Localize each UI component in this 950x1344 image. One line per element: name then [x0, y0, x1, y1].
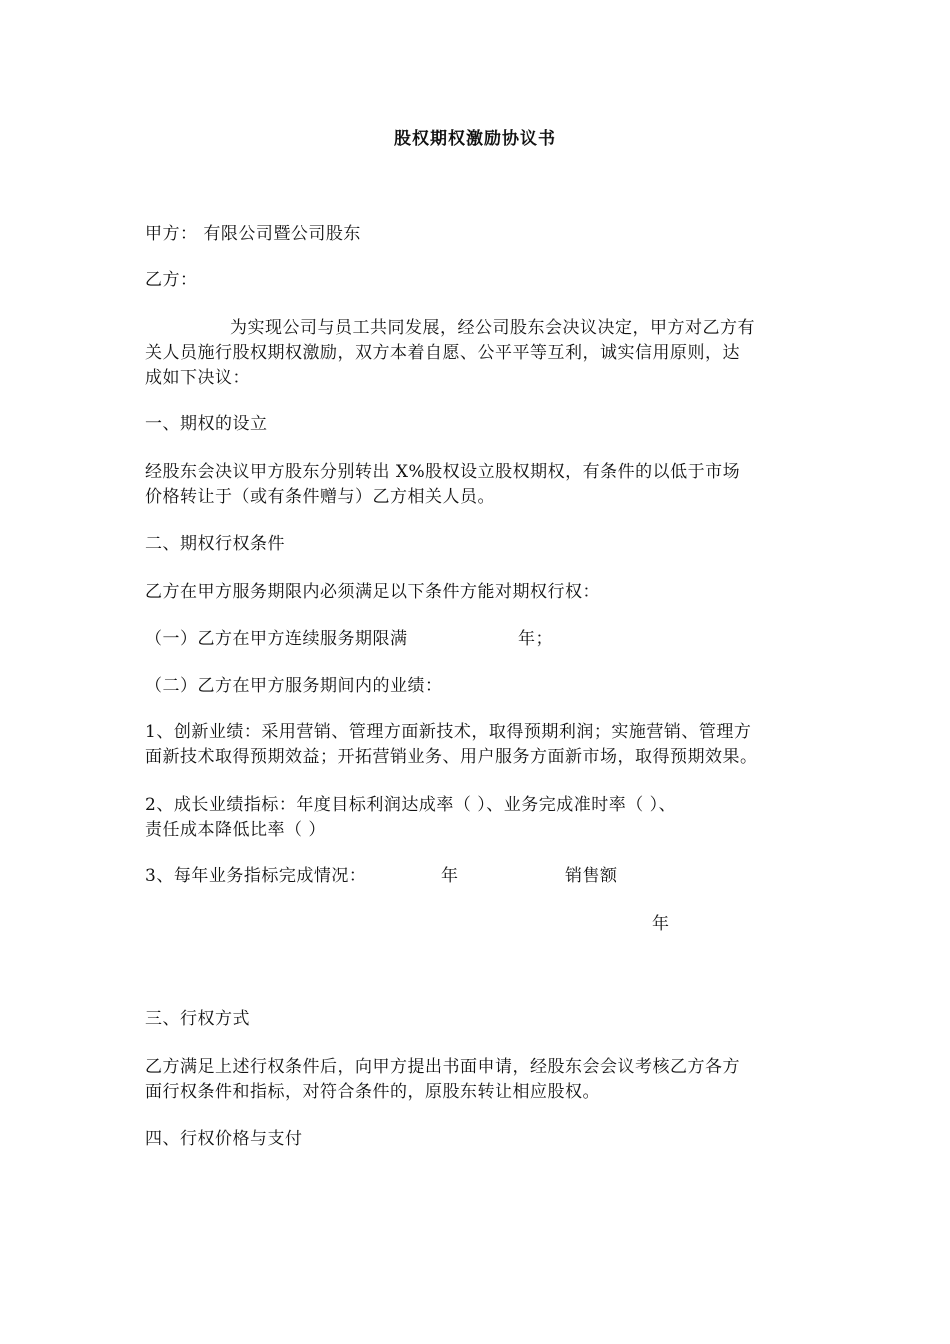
section-3-line-1: 乙方满足上述行权条件后，向甲方提出书面申请，经股东会会议考核乙方各方 — [145, 1057, 740, 1077]
item-2-line-2: 责任成本降低比率（ ） — [145, 820, 326, 840]
item-1-line-1: 1、创新业绩：采用营销、管理方面新技术，取得预期利润；实施营销、管理方 — [145, 722, 752, 742]
section-1-heading: 一、期权的设立 — [145, 414, 268, 434]
document-title: 股权期权激励协议书 — [394, 129, 556, 149]
intro-line-2: 关人员施行股权期权激励，双方本着自愿、公平平等互利，诚实信用原则，达 — [145, 343, 740, 363]
section-1-line-2: 价格转让于（或有条件赠与）乙方相关人员。 — [145, 487, 495, 507]
section-2-heading: 二、期权行权条件 — [145, 534, 285, 554]
condition-1-prefix: （一）乙方在甲方连续服务期限满 — [145, 629, 408, 649]
item-3-sales: 销售额 — [565, 866, 618, 886]
item-2-line-1: 2、成长业绩指标：年度目标利润达成率（ ）、业务完成准时率（ ）、 — [145, 795, 677, 815]
party-a-line: 甲方： 有限公司暨公司股东 — [145, 224, 361, 244]
item-3-year: 年 — [441, 866, 459, 886]
intro-line-3: 成如下决议： — [145, 368, 250, 388]
condition-1-suffix: 年； — [518, 629, 553, 649]
section-3-heading: 三、行权方式 — [145, 1009, 250, 1029]
condition-2: （二）乙方在甲方服务期间内的业绩： — [145, 676, 443, 696]
section-2-lead: 乙方在甲方服务期限内必须满足以下条件方能对期权行权： — [145, 582, 600, 602]
item-3-year-2: 年 — [652, 914, 670, 934]
item-1-line-2: 面新技术取得预期效益；开拓营销业务、用户服务方面新市场，取得预期效果。 — [145, 747, 758, 767]
section-3-line-2: 面行权条件和指标，对符合条件的，原股东转让相应股权。 — [145, 1082, 600, 1102]
intro-line-1: 为实现公司与员工共同发展，经公司股东会决议决定，甲方对乙方有 — [230, 318, 755, 338]
section-1-line-1: 经股东会决议甲方股东分别转出 X%股权设立股权期权，有条件的以低于市场 — [145, 462, 741, 482]
section-4-heading: 四、行权价格与支付 — [145, 1129, 303, 1149]
item-3-prefix: 3、每年业务指标完成情况： — [145, 866, 367, 886]
party-b-line: 乙方： — [145, 270, 198, 290]
